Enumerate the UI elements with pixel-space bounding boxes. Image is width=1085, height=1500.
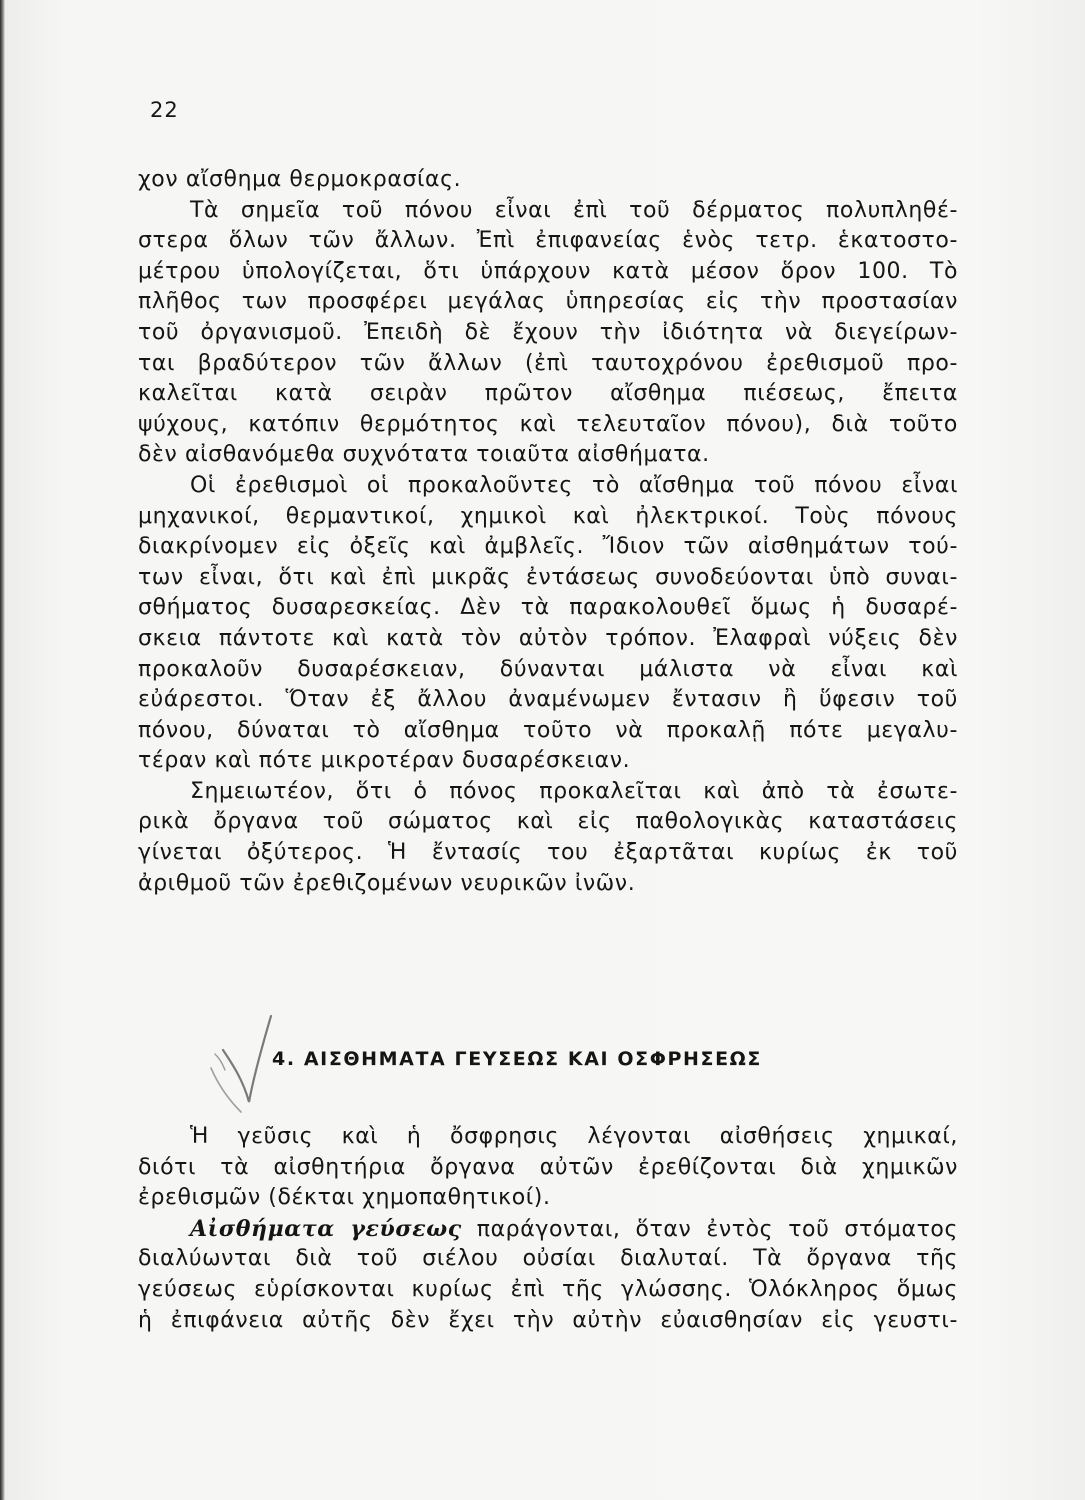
text-line: μέτρου ὑπολογίζεται, ὅτι ὑπάρχουν κατὰ μέσον ὅρον 100. Τὸ xyxy=(138,258,958,284)
text-line: σθήματος δυσαρεσκείας. Δὲν τὰ παρακολουθεῖ ὅμως ἡ δυσαρέ- xyxy=(138,595,958,621)
text-line: διαλύωνται διὰ τοῦ σιέλου οὐσίαι διαλυταί. Τὰ ὄργανα τῆς xyxy=(138,1246,958,1272)
text-line: τέραν καὶ πότε μικροτέραν δυσαρέσκειαν. xyxy=(138,748,631,774)
text-line: εὐάρεστοι. Ὅταν ἐξ ἄλλου ἀναμένωμεν ἔντασιν ἢ ὕφεσιν τοῦ xyxy=(138,687,958,713)
text-block-pain xyxy=(138,165,958,899)
text-line-rest: παράγονται, ὅταν ἐντὸς τοῦ στόματος xyxy=(461,1216,958,1242)
text-line: καλεῖται κατὰ σειρὰν πρῶτον αἴσθημα πιέσεως, ἔπειτα xyxy=(138,381,958,407)
text-line: σκεια πάντοτε καὶ κατὰ τὸν αὐτὸν τρόπον. Ἐλαφραὶ νύξεις δὲν xyxy=(138,625,958,651)
text-line: Οἱ ἐρεθισμοὶ οἱ προκαλοῦντες τὸ αἴσθημα τοῦ πόνου εἶναι xyxy=(190,472,958,498)
text-line: στερα ὅλων τῶν ἄλλων. Ἐπὶ ἐπιφανείας ἑνὸς τετρ. ἑκατοστο- xyxy=(138,228,958,254)
text-line: τοῦ ὀργανισμοῦ. Ἐπειδὴ δὲ ἔχουν τὴν ἰδιότητα νὰ διεγείρων- xyxy=(138,319,958,345)
text-line: ἐρεθισμῶν (δέκται χημοπαθητικοί). xyxy=(138,1185,551,1211)
page-number: 22 xyxy=(150,98,179,122)
text-line: ψύχους, κατόπιν θερμότητος καὶ τελευταῖον πόνου), διὰ τοῦτο xyxy=(138,411,958,437)
text-line: ται βραδύτερον τῶν ἄλλων (ἐπὶ ταυτοχρόνου ἐρεθισμοῦ προ- xyxy=(138,350,958,376)
text-block-taste-smell xyxy=(138,1122,958,1336)
text-line: διακρίνομεν εἰς ὀξεῖς καὶ ἀμβλεῖς. Ἴδιον τῶν αἰσθημάτων τού- xyxy=(138,534,958,560)
text-line: χον αἴσθημα θερμοκρασίας. xyxy=(138,167,462,192)
text-line: γεύσεως εὑρίσκονται κυρίως ἐπὶ τῆς γλώσσης. Ὁλόκληρος ὅμως xyxy=(138,1276,958,1302)
section-heading: 4. ΑΙΣΘΗΜΑΤΑ ΓΕΥΣΕΩΣ ΚΑΙ ΟΣΦΡΗΣΕΩΣ xyxy=(272,1048,763,1070)
text-line: μηχανικοί, θερμαντικοί, χημικοὶ καὶ ἠλεκτρικοί. Τοὺς πόνους xyxy=(138,503,958,529)
text-line-with-emphasis xyxy=(138,1214,958,1245)
text-line: γίνεται ὀξύτερος. Ἡ ἔντασίς του ἐξαρτᾶται κυρίως ἐκ τοῦ xyxy=(138,840,958,866)
emphasized-term: Αἰσθήματα γεύσεως xyxy=(190,1215,462,1242)
pencil-check-mark-icon xyxy=(205,1010,275,1120)
text-line: ἡ ἐπιφάνεια αὐτῆς δὲν ἔχει τὴν αὐτὴν εὐαισθησίαν εἰς γευστι- xyxy=(138,1307,958,1333)
text-line: Σημειωτέον, ὅτι ὁ πόνος προκαλεῖται καὶ ἀπὸ τὰ ἐσωτε- xyxy=(190,778,958,804)
text-line: Ἡ γεῦσις καὶ ἡ ὄσφρησις λέγονται αἰσθήσεις χημικαί, xyxy=(190,1124,958,1149)
text-line: πόνου, δύναται τὸ αἴσθημα τοῦτο νὰ προκαλῇ πότε μεγαλυ- xyxy=(138,717,958,743)
page-edge-shadow xyxy=(0,0,5,1500)
text-line: πλῆθος των προσφέρει μεγάλας ὑπηρεσίας εἰς τὴν προστασίαν xyxy=(138,289,958,315)
text-line: των εἶναι, ὅτι καὶ ἐπὶ μικρᾶς ἐντάσεως συνοδεύονται ὑπὸ συναι- xyxy=(138,564,958,590)
text-line: δὲν αἰσθανόμεθα συχνότατα τοιαῦτα αἰσθήματα. xyxy=(138,442,710,468)
text-line: διότι τὰ αἰσθητήρια ὄργανα αὐτῶν ἐρεθίζονται διὰ χημικῶν xyxy=(138,1154,958,1180)
text-line: ἀριθμοῦ τῶν ἐρεθιζομένων νευρικῶν ἰνῶν. xyxy=(138,870,636,896)
text-line: ρικὰ ὄργανα τοῦ σώματος καὶ εἰς παθολογικὰς καταστάσεις xyxy=(138,809,958,835)
text-line: Τὰ σημεῖα τοῦ πόνου εἶναι ἐπὶ τοῦ δέρματος πολυπληθέ- xyxy=(190,197,958,223)
text-line: προκαλοῦν δυσαρέσκειαν, δύνανται μάλιστα νὰ εἶναι καὶ xyxy=(138,656,958,682)
